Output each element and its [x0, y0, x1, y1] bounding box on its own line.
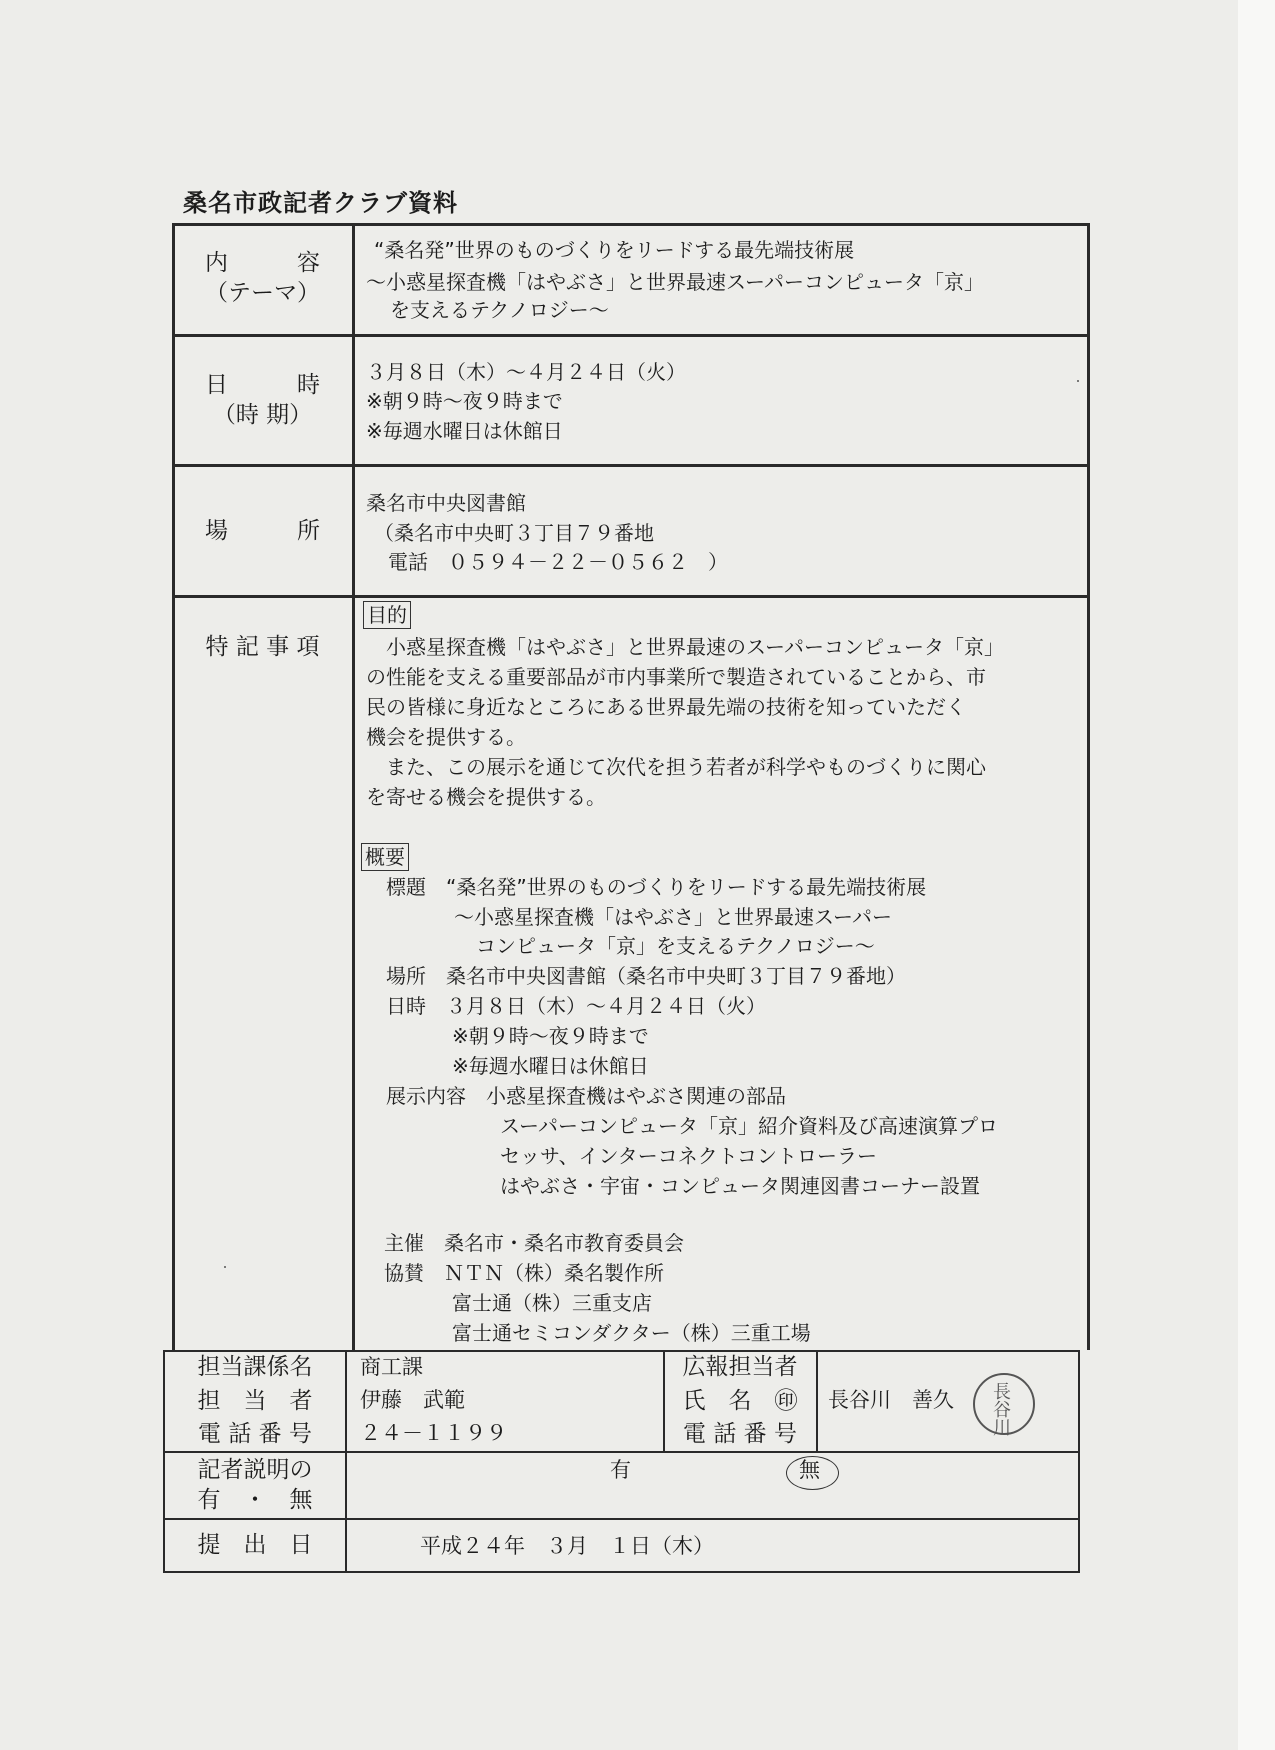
overview-line: 富士通（株）三重支店 [452, 1291, 652, 1315]
overview-heading: 概要 [361, 843, 409, 871]
contact-phone-label: 電 話 番 号 [198, 1421, 312, 1447]
overview-line: セッサ、インターコネクトコントローラー [500, 1144, 877, 1168]
submission-date: 平成２４年 ３月 １日（木） [420, 1534, 714, 1558]
purpose-line: 小惑星探査機「はやぶさ」と世界最速のスーパーコンピュータ「京」 [366, 635, 1004, 659]
datetime-line-1: ３月８日（木）～４月２４日（火） [366, 360, 686, 384]
datetime-label: 日 時 （時 期） [205, 372, 320, 428]
briefing-option-yes: 有 [610, 1458, 631, 1482]
scan-speck [1077, 380, 1079, 382]
pr-contact-label: 広報担当者 [682, 1354, 798, 1380]
place-line-1: 桑名市中央図書館 [366, 491, 526, 515]
datetime-line-2: ※朝９時～夜９時まで [366, 389, 563, 413]
theme-line-2: ～小惑星探査機「はやぶさ」と世界最速スーパーコンピュータ「京」 [366, 270, 984, 294]
submission-label: 提 出 日 [197, 1532, 313, 1558]
overview-line: 主催 桑名市・桑名市教育委員会 [384, 1231, 684, 1255]
theme-line-1: “桑名発”世界のものづくりをリードする最先端技術展 [374, 238, 855, 262]
briefing-option-no: 無 [799, 1458, 820, 1482]
theme-line-3: を支えるテクノロジー～ [390, 298, 609, 322]
overview-line: 標題 “桑名発”世界のものづくりをリードする最先端技術展 [386, 875, 927, 899]
pr-name-value: 長谷川 善久 [828, 1388, 954, 1412]
overview-line: ～小惑星探査機「はやぶさ」と世界最速スーパー [454, 905, 892, 929]
purpose-line: 機会を提供する。 [366, 725, 526, 749]
purpose-line: の性能を支える重要部品が市内事業所で製造されていることから、市 [366, 665, 986, 689]
purpose-line: を寄せる機会を提供する。 [366, 785, 606, 809]
overview-line: 日時 ３月８日（木）～４月２４日（火） [386, 994, 766, 1018]
contact-dept-value: 商工課 [360, 1355, 423, 1379]
overview-line: 展示内容 小惑星探査機はやぶさ関連の部品 [386, 1084, 786, 1108]
pr-phone-label: 電 話 番 号 [683, 1421, 797, 1447]
document-title: 桑名市政記者クラブ資料 [183, 189, 458, 217]
overview-line: コンピュータ「京」を支えるテクノロジー～ [476, 934, 875, 958]
overview-line: 富士通セミコンダクター（株）三重工場 [452, 1321, 811, 1345]
scan-edge [1238, 0, 1275, 1750]
notes-label: 特 記 事 項 [205, 634, 320, 660]
purpose-heading: 目的 [363, 601, 411, 629]
theme-label: 内 容 （テーマ） [205, 250, 320, 306]
overview-line: 場所 桑名市中央図書館（桑名市中央町３丁目７９番地） [386, 964, 906, 988]
contact-dept-label: 担当課係名 [197, 1354, 313, 1380]
scan-speck [224, 1266, 226, 1268]
contact-phone-value: ２４－１１９９ [360, 1421, 507, 1445]
place-label: 場 所 [205, 518, 320, 544]
datetime-line-3: ※毎週水曜日は休館日 [366, 419, 563, 443]
purpose-line: 民の皆様に身近なところにある世界最先端の技術を知っていただく [366, 695, 966, 719]
overview-line: ※毎週水曜日は休館日 [452, 1054, 649, 1078]
seal-stamp-text: 長谷川 [990, 1382, 1011, 1436]
briefing-label: 記者説明の 有 ・ 無 [197, 1457, 313, 1513]
place-line-2: （桑名市中央町３丁目７９番地 [374, 521, 654, 545]
place-line-3: 電話 ０５９４－２２－０５６２ ） [388, 550, 728, 574]
contact-person-label: 担 当 者 [197, 1388, 313, 1414]
contact-person-value: 伊藤 武範 [360, 1388, 465, 1412]
selection-circle-icon [786, 1456, 839, 1490]
overview-line: ※朝９時～夜９時まで [452, 1024, 649, 1048]
purpose-line: また、この展示を通じて次代を担う若者が科学やものづくりに関心 [366, 755, 986, 779]
pr-name-label: 氏 名 ㊞ [682, 1388, 798, 1414]
overview-line: スーパーコンピュータ「京」紹介資料及び高速演算プロ [500, 1114, 998, 1138]
overview-line: はやぶさ・宇宙・コンピュータ関連図書コーナー設置 [500, 1174, 980, 1198]
overview-line: 協賛 ＮＴＮ（株）桑名製作所 [384, 1261, 664, 1285]
